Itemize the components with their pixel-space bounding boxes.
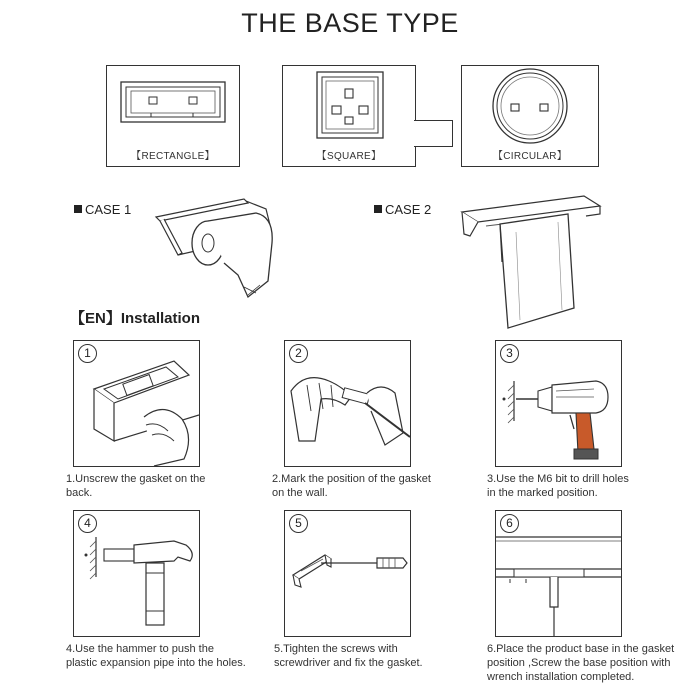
step-2-number: 2 xyxy=(289,344,308,363)
bullet-square-icon xyxy=(74,205,82,213)
rectangle-base-icon xyxy=(107,66,239,146)
step-6-number: 6 xyxy=(500,514,519,533)
step-2-panel xyxy=(284,340,411,467)
step-5-caption: 5.Tighten the screws with screwdriver and fix the gasket. xyxy=(274,643,423,669)
base-label-circular: 【CIRCULAR】 xyxy=(492,151,568,162)
square-side-profile xyxy=(414,120,453,147)
base-type-square xyxy=(282,65,416,167)
bullet-square-icon xyxy=(374,205,382,213)
step-3-panel xyxy=(495,340,622,467)
step-4-number: 4 xyxy=(78,514,97,533)
paper-holder-illustration xyxy=(148,195,288,305)
step-1-panel xyxy=(73,340,200,467)
page-title: THE BASE TYPE xyxy=(241,8,459,38)
step-6-caption: 6.Place the product base in the gasket position ,Screw the base position with wrench installation completed. xyxy=(487,643,675,683)
step-3-number: 3 xyxy=(500,344,519,363)
circular-base-icon xyxy=(462,66,598,148)
step-6-panel xyxy=(495,510,622,637)
base-type-circular xyxy=(461,65,599,167)
case-2-label: CASE 2 xyxy=(374,202,431,217)
installation-heading: 【EN】Installation xyxy=(70,310,201,327)
base-label-square: 【SQUARE】 xyxy=(316,151,382,162)
step-1-number: 1 xyxy=(78,344,97,363)
case-1-label: CASE 1 xyxy=(74,202,131,217)
base-type-rectangle xyxy=(106,65,240,167)
step-4-panel xyxy=(73,510,200,637)
step-3-caption: 3.Use the M6 bit to drill holes in the marked position. xyxy=(487,473,629,499)
step-4-caption: 4.Use the hammer to push the plastic expansion pipe into the holes. xyxy=(66,643,246,669)
step-5-panel xyxy=(284,510,411,637)
step-1-caption: 1.Unscrew the gasket on the back. xyxy=(66,473,206,499)
step-2-caption: 2.Mark the position of the gasket on the wall. xyxy=(272,473,431,499)
towel-bar-illustration xyxy=(456,192,606,332)
base-label-rectangle: 【RECTANGLE】 xyxy=(131,151,215,162)
square-base-icon xyxy=(283,66,415,148)
step-5-number: 5 xyxy=(289,514,308,533)
